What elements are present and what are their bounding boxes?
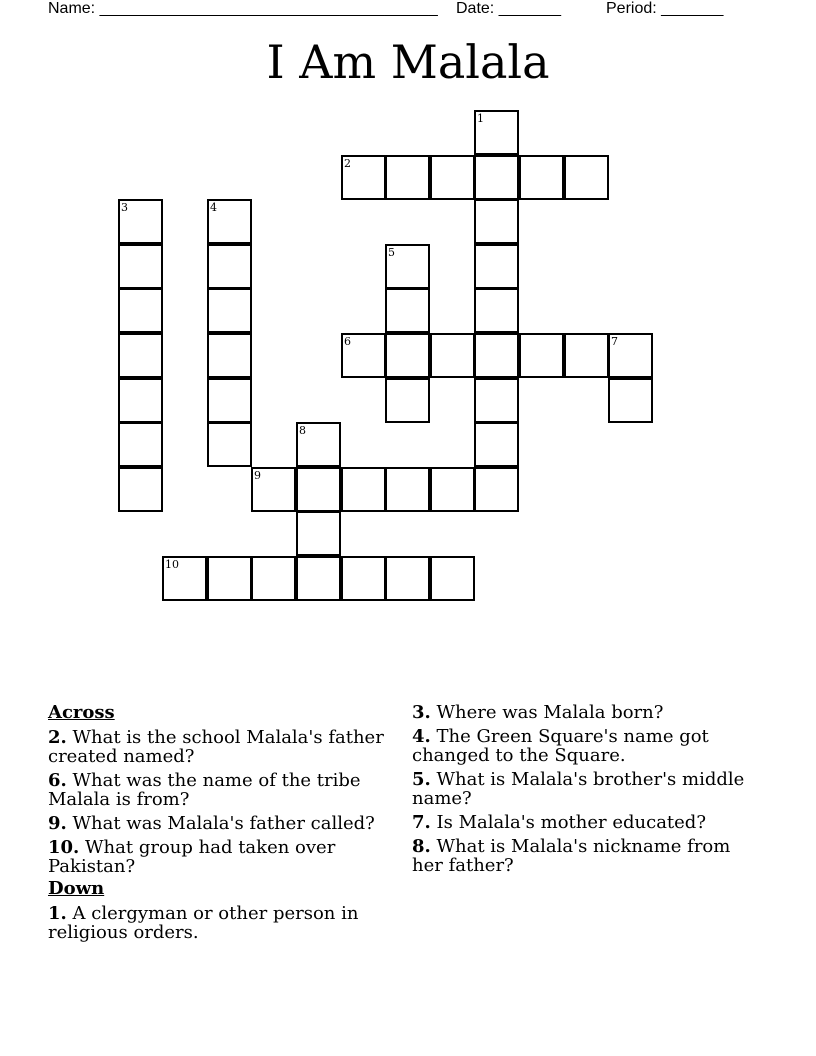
down-heading: Down <box>48 878 105 899</box>
grid-cell[interactable] <box>385 556 430 601</box>
grid-cell[interactable] <box>296 511 341 556</box>
grid-cell[interactable] <box>118 333 163 378</box>
clue-down-7: 7. Is Malala's mother educated? <box>412 812 706 833</box>
grid-cell[interactable] <box>118 244 163 289</box>
clue-number: 7 <box>611 335 618 348</box>
clue-down-1: 1. A clergyman or other person in religious orders. <box>48 903 359 943</box>
grid-cell[interactable] <box>385 288 430 333</box>
clue-number: 1 <box>477 112 484 125</box>
grid-cell[interactable] <box>474 422 519 467</box>
across-heading: Across <box>48 702 115 723</box>
grid-cell[interactable] <box>341 333 386 378</box>
grid-cell[interactable] <box>385 244 430 289</box>
grid-cell[interactable] <box>207 556 252 601</box>
clue-number: 6 <box>344 335 351 348</box>
clue-down-5: 5. What is Malala's brother's middle name? <box>412 769 745 809</box>
grid-cell[interactable] <box>207 199 252 244</box>
grid-cell[interactable] <box>207 288 252 333</box>
grid-cell[interactable] <box>474 378 519 423</box>
clue-across-2: 2. What is the school Malala's father created named? <box>48 727 384 767</box>
grid-cell[interactable] <box>430 155 475 200</box>
grid-cell[interactable] <box>341 556 386 601</box>
grid-cell[interactable] <box>474 155 519 200</box>
grid-cell[interactable] <box>118 199 163 244</box>
clue-number: 10 <box>165 558 179 571</box>
grid-cell[interactable] <box>474 467 519 512</box>
grid-cell[interactable] <box>474 199 519 244</box>
grid-cell[interactable] <box>385 378 430 423</box>
grid-cell[interactable] <box>474 244 519 289</box>
grid-cell[interactable] <box>385 333 430 378</box>
clue-down-4: 4. The Green Square's name got changed to the Square. <box>412 726 709 766</box>
grid-cell[interactable] <box>341 155 386 200</box>
grid-cell[interactable] <box>207 333 252 378</box>
page-title: I Am Malala <box>266 35 550 89</box>
clue-number: 2 <box>344 157 351 170</box>
grid-cell[interactable] <box>430 333 475 378</box>
grid-cell[interactable] <box>564 333 609 378</box>
grid-cell[interactable] <box>296 467 341 512</box>
grid-cell[interactable] <box>564 155 609 200</box>
grid-cell[interactable] <box>385 467 430 512</box>
clue-number: 3 <box>121 201 128 214</box>
grid-cell[interactable] <box>519 155 564 200</box>
clue-number: 8 <box>299 424 306 437</box>
grid-cell[interactable] <box>385 155 430 200</box>
grid-cell[interactable] <box>207 244 252 289</box>
grid-cell[interactable] <box>207 378 252 423</box>
grid-cell[interactable] <box>341 467 386 512</box>
clue-across-9: 9. What was Malala's father called? <box>48 813 375 834</box>
grid-cell[interactable] <box>474 288 519 333</box>
grid-cell[interactable] <box>608 378 653 423</box>
grid-cell[interactable] <box>118 378 163 423</box>
grid-cell[interactable] <box>251 467 296 512</box>
grid-cell[interactable] <box>251 556 296 601</box>
clue-column-right <box>412 703 757 880</box>
clue-number: 9 <box>254 469 261 482</box>
grid-cell[interactable] <box>118 422 163 467</box>
grid-cell[interactable] <box>430 467 475 512</box>
period-field[interactable]: Period: _______ <box>606 0 724 17</box>
grid-cell[interactable] <box>118 288 163 333</box>
clue-number: 4 <box>210 201 217 214</box>
name-field[interactable]: Name: ______________________________________ <box>48 0 438 17</box>
date-field[interactable]: Date: _______ <box>456 0 561 17</box>
grid-cell[interactable] <box>519 333 564 378</box>
grid-cell[interactable] <box>474 333 519 378</box>
grid-cell[interactable] <box>474 110 519 155</box>
grid-cell[interactable] <box>162 556 207 601</box>
clue-down-3: 3. Where was Malala born? <box>412 702 664 723</box>
clue-number: 5 <box>388 246 395 259</box>
clue-column-left <box>48 703 393 947</box>
grid-cell[interactable] <box>608 333 653 378</box>
grid-cell[interactable] <box>118 467 163 512</box>
grid-cell[interactable] <box>296 556 341 601</box>
clue-across-6: 6. What was the name of the tribe Malala is from? <box>48 770 361 810</box>
grid-cell[interactable] <box>296 422 341 467</box>
grid-cell[interactable] <box>430 556 475 601</box>
grid-cell[interactable] <box>207 422 252 467</box>
clue-across-10: 10. What group had taken over Pakistan? <box>48 837 336 877</box>
clue-down-8: 8. What is Malala's nickname from her father? <box>412 836 731 876</box>
